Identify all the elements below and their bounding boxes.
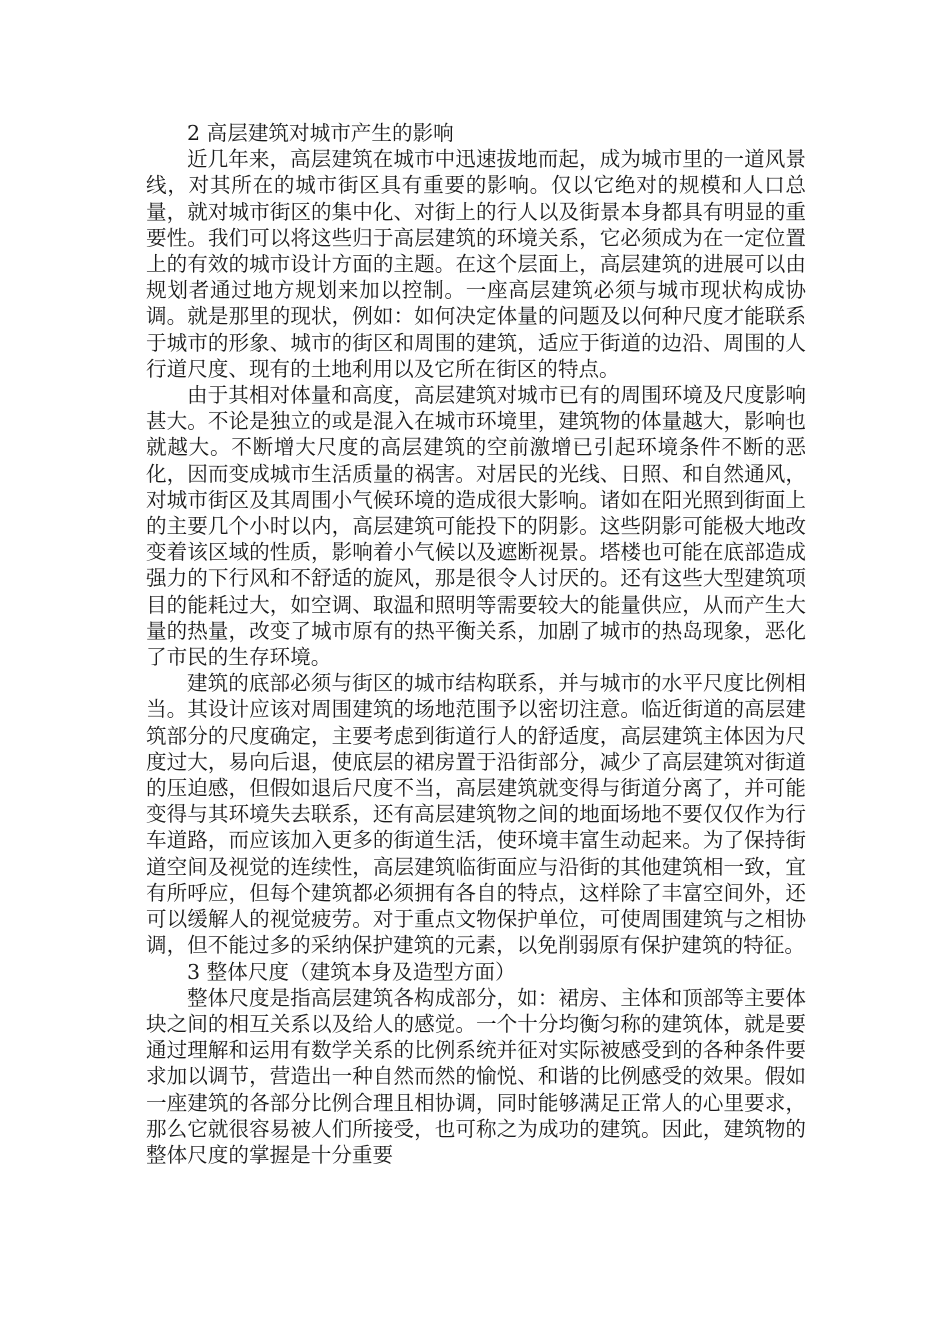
body-paragraph: 近几年来，高层建筑在城市中迅速拔地而起，成为城市里的一道风景线，对其所在的城市街区具有重要的影响。仅以它绝对的规模和人口总量，就对城市街区的集中化、对街上的行人以及街景本身都具有明显的重要性。我们可以将这些归于高层建筑的环境关系，它必须成为在一定位置上的有效的城市设计方面的主题。在这个层面上，高层建筑的进展可以由规划者通过地方规划来加以控制。一座高层建筑必须与城市现状构成协调。就是那里的现状，例如：如何决定体量的问题及以何种尺度才能联系于城市的形象、城市的街区和周围的建筑，适应于街道的边沿、周围的人行道尺度、现有的土地利用以及它所在街区的特点。: [146, 147, 806, 381]
body-paragraph: 建筑的底部必须与街区的城市结构联系，并与城市的水平尺度比例相当。其设计应该对周围建筑的场地范围予以密切注意。临近街道的高层建筑部分的尺度确定，主要考虑到街道行人的舒适度，高层建筑主体因为尺度过大，易向后退，使底层的裙房置于沿街部分，减少了高层建筑对街道的压迫感，但假如退后尺度不当，高层建筑就变得与街道分离了，并可能变得与其环境失去联系，还有高层建筑物之间的地面场地不要仅仅作为行车道路，而应该加入更多的街道生活，使环境丰富生动起来。为了保持街道空间及视觉的连续性，高层建筑临街面应与沿街的其他建筑相一致，宜有所呼应，但每个建筑都必须拥有各自的特点，这样除了丰富空间外，还可以缓解人的视觉疲劳。对于重点文物保护单位，可使周围建筑与之相协调，但不能过多的采纳保护建筑的元素，以免削弱原有保护建筑的特征。: [146, 671, 806, 958]
document-body: [146, 120, 806, 1168]
body-paragraph: 由于其相对体量和高度，高层建筑对城市已有的周围环境及尺度影响甚大。不论是独立的或是混入在城市环境里，建筑物的体量越大，影响也就越大。不断增大尺度的高层建筑的空前激增已引起环境条件不断的恶化，因而变成城市生活质量的祸害。对居民的光线、日照、和自然通风，对城市街区及其周围小气候环境的造成很大影响。诸如在阳光照到街面上的主要几个小时以内，高层建筑可能投下的阴影。这些阴影可能极大地改变着该区域的性质，影响着小气候以及遮断视景。塔楼也可能在底部造成强力的下行风和不舒适的旋风，那是很令人讨厌的。还有这些大型建筑项目的能耗过大，如空调、取温和照明等需要较大的能量供应，从而产生大量的热量，改变了城市原有的热平衡关系，加剧了城市的热岛现象，恶化了市民的生存环境。: [146, 383, 806, 670]
section-heading: 2 高层建筑对城市产生的影响: [187, 121, 454, 145]
body-paragraph: 整体尺度是指高层建筑各构成部分，如：裙房、主体和顶部等主要体块之间的相互关系以及给人的感觉。一个十分均衡匀称的建筑体，就是要通过理解和运用有数学关系的比例系统并征对实际被感受到的各种条件要求加以调节，营造出一种自然而然的愉悦、和谐的比例感受的效果。假如一座建筑的各部分比例合理且相协调，同时能够满足正常人的心里要求，那么它就很容易被人们所接受，也可称之为成功的建筑。因此，建筑物的整体尺度的掌握是十分重要: [146, 985, 806, 1167]
section-heading: 3 整体尺度（建筑本身及造型方面）: [187, 959, 516, 984]
